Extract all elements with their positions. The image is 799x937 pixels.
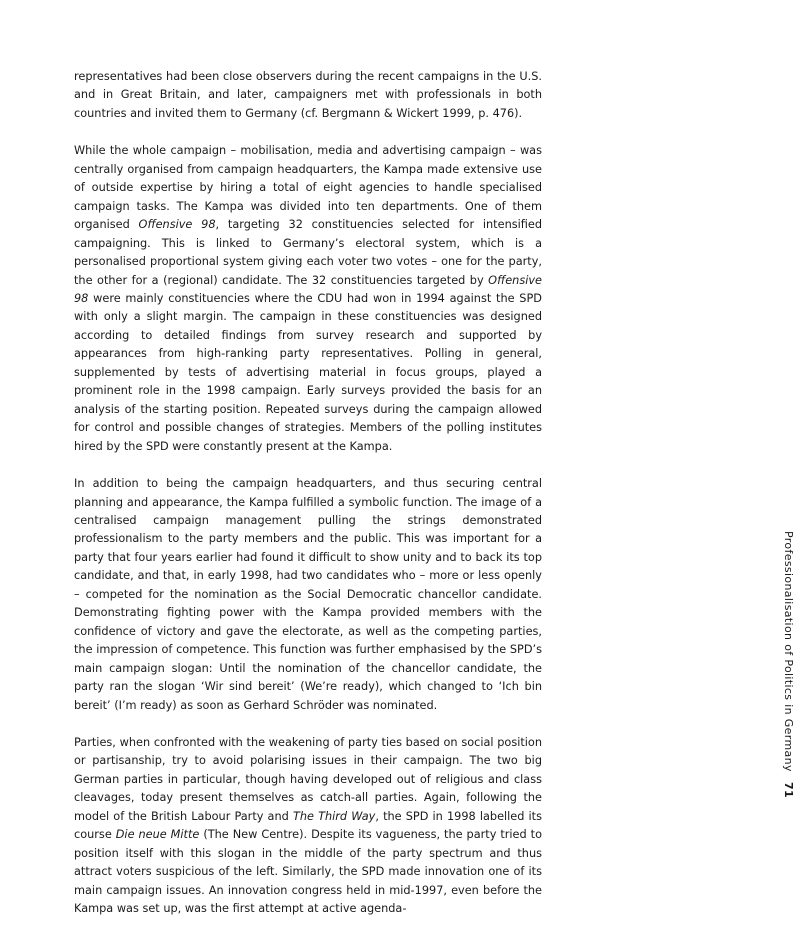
text-run: representatives had been close observers during the recent campaigns in the U.S. and in Great Britain, and later, campaigners met with professionals in both countries and invited them to Germany (cf. Bergmann & Wickert 1999, p. 476). xyxy=(74,70,542,120)
italic-title: Offensive 98 xyxy=(74,273,542,305)
paragraph xyxy=(74,475,542,715)
page-number: 71 xyxy=(782,781,795,798)
text-run: In addition to being the campaign headquarters, and thus securing central planning and appearance, the Kampa fulfilled a symbolic function. The image of a centralised campaign management pulling the strings demonstrated professionalism to the party members and the public. This was important for a party that four years earlier had found it difficult to show unity and to back its top candidate, and that, in early 1998, had two candidates who – more or less openly – competed for the nomination as the Social Democratic chancellor candidate. Demonstrating fighting power with the Kampa provided members with the confidence of victory and gave the electorate, as well as the competing parties, the impression of competence. This function was further emphasised by the SPD’s main campaign slogan: Until the nomination of the chancellor candidate, the party ran the slogan ‘Wir sind bereit’ (We’re ready), which changed to ‘Ich bin bereit’ (I’m ready) as soon as Gerhard Schröder was nominated. xyxy=(74,477,542,712)
body-text xyxy=(74,68,542,937)
italic-title: The Third Way xyxy=(292,809,376,823)
italic-title: Die neue Mitte xyxy=(115,828,200,842)
text-run: While the whole campaign – mobilisation, media and advertising campaign – was centrally organised from campaign headquarters, the Kampa made extensive use of outside expertise by hiring a total of eight agencies to handle specialised campaign tasks. The Kampa was divided into ten departments. One of them organised xyxy=(74,144,542,232)
running-head xyxy=(559,531,799,798)
running-head-title: Professionalisation of Politics in Germany xyxy=(782,531,795,772)
text-run: , the SPD in 1998 labelled its course xyxy=(74,809,542,842)
paragraph xyxy=(74,734,542,919)
text-run: were mainly constituencies where the CDU had won in 1994 against the SPD with only a slight margin. The campaign in these constituencies was designed according to detailed findings from survey research and supported by appearances from high-ranking party representatives. Polling in general, supplemented by tests of advertising material in focus groups, played a prominent role in the 1998 campaign. Early surveys provided the basis for an analysis of the starting position. Repeated surveys during the campaign allowed for control and possible changes of strategies. Members of the polling institutes hired by the SPD were constantly present at the Kampa. xyxy=(74,291,542,453)
text-run: , targeting 32 constituencies selected for intensified campaigning. This is linked to Germany’s electoral system, which is a personalised proportional system giving each voter two votes – one for the party, the other for a (regional) candidate. The 32 constituencies targeted by xyxy=(74,218,542,287)
text-run: (The New Centre). Despite its vagueness, the party tried to position itself with this slogan in the middle of the party spectrum and thus attract voters suspicious of the left. Similarly, the SPD made innovation one of its main campaign issues. An innovation congress held in mid-1997, even before the Kampa was set up, was the first attempt at active agenda- xyxy=(74,828,542,916)
italic-title: Offensive 98 xyxy=(138,218,216,232)
text-run: Parties, when confronted with the weakening of party ties based on social position or partisanship, try to avoid polarising issues in their campaign. The two big German parties in particular, though having developed out of religious and class cleavages, today present themselves as catch-all parties. Again, following the model of the British Labour Party and xyxy=(74,735,542,823)
paragraph xyxy=(74,142,542,456)
paragraph xyxy=(74,68,542,123)
